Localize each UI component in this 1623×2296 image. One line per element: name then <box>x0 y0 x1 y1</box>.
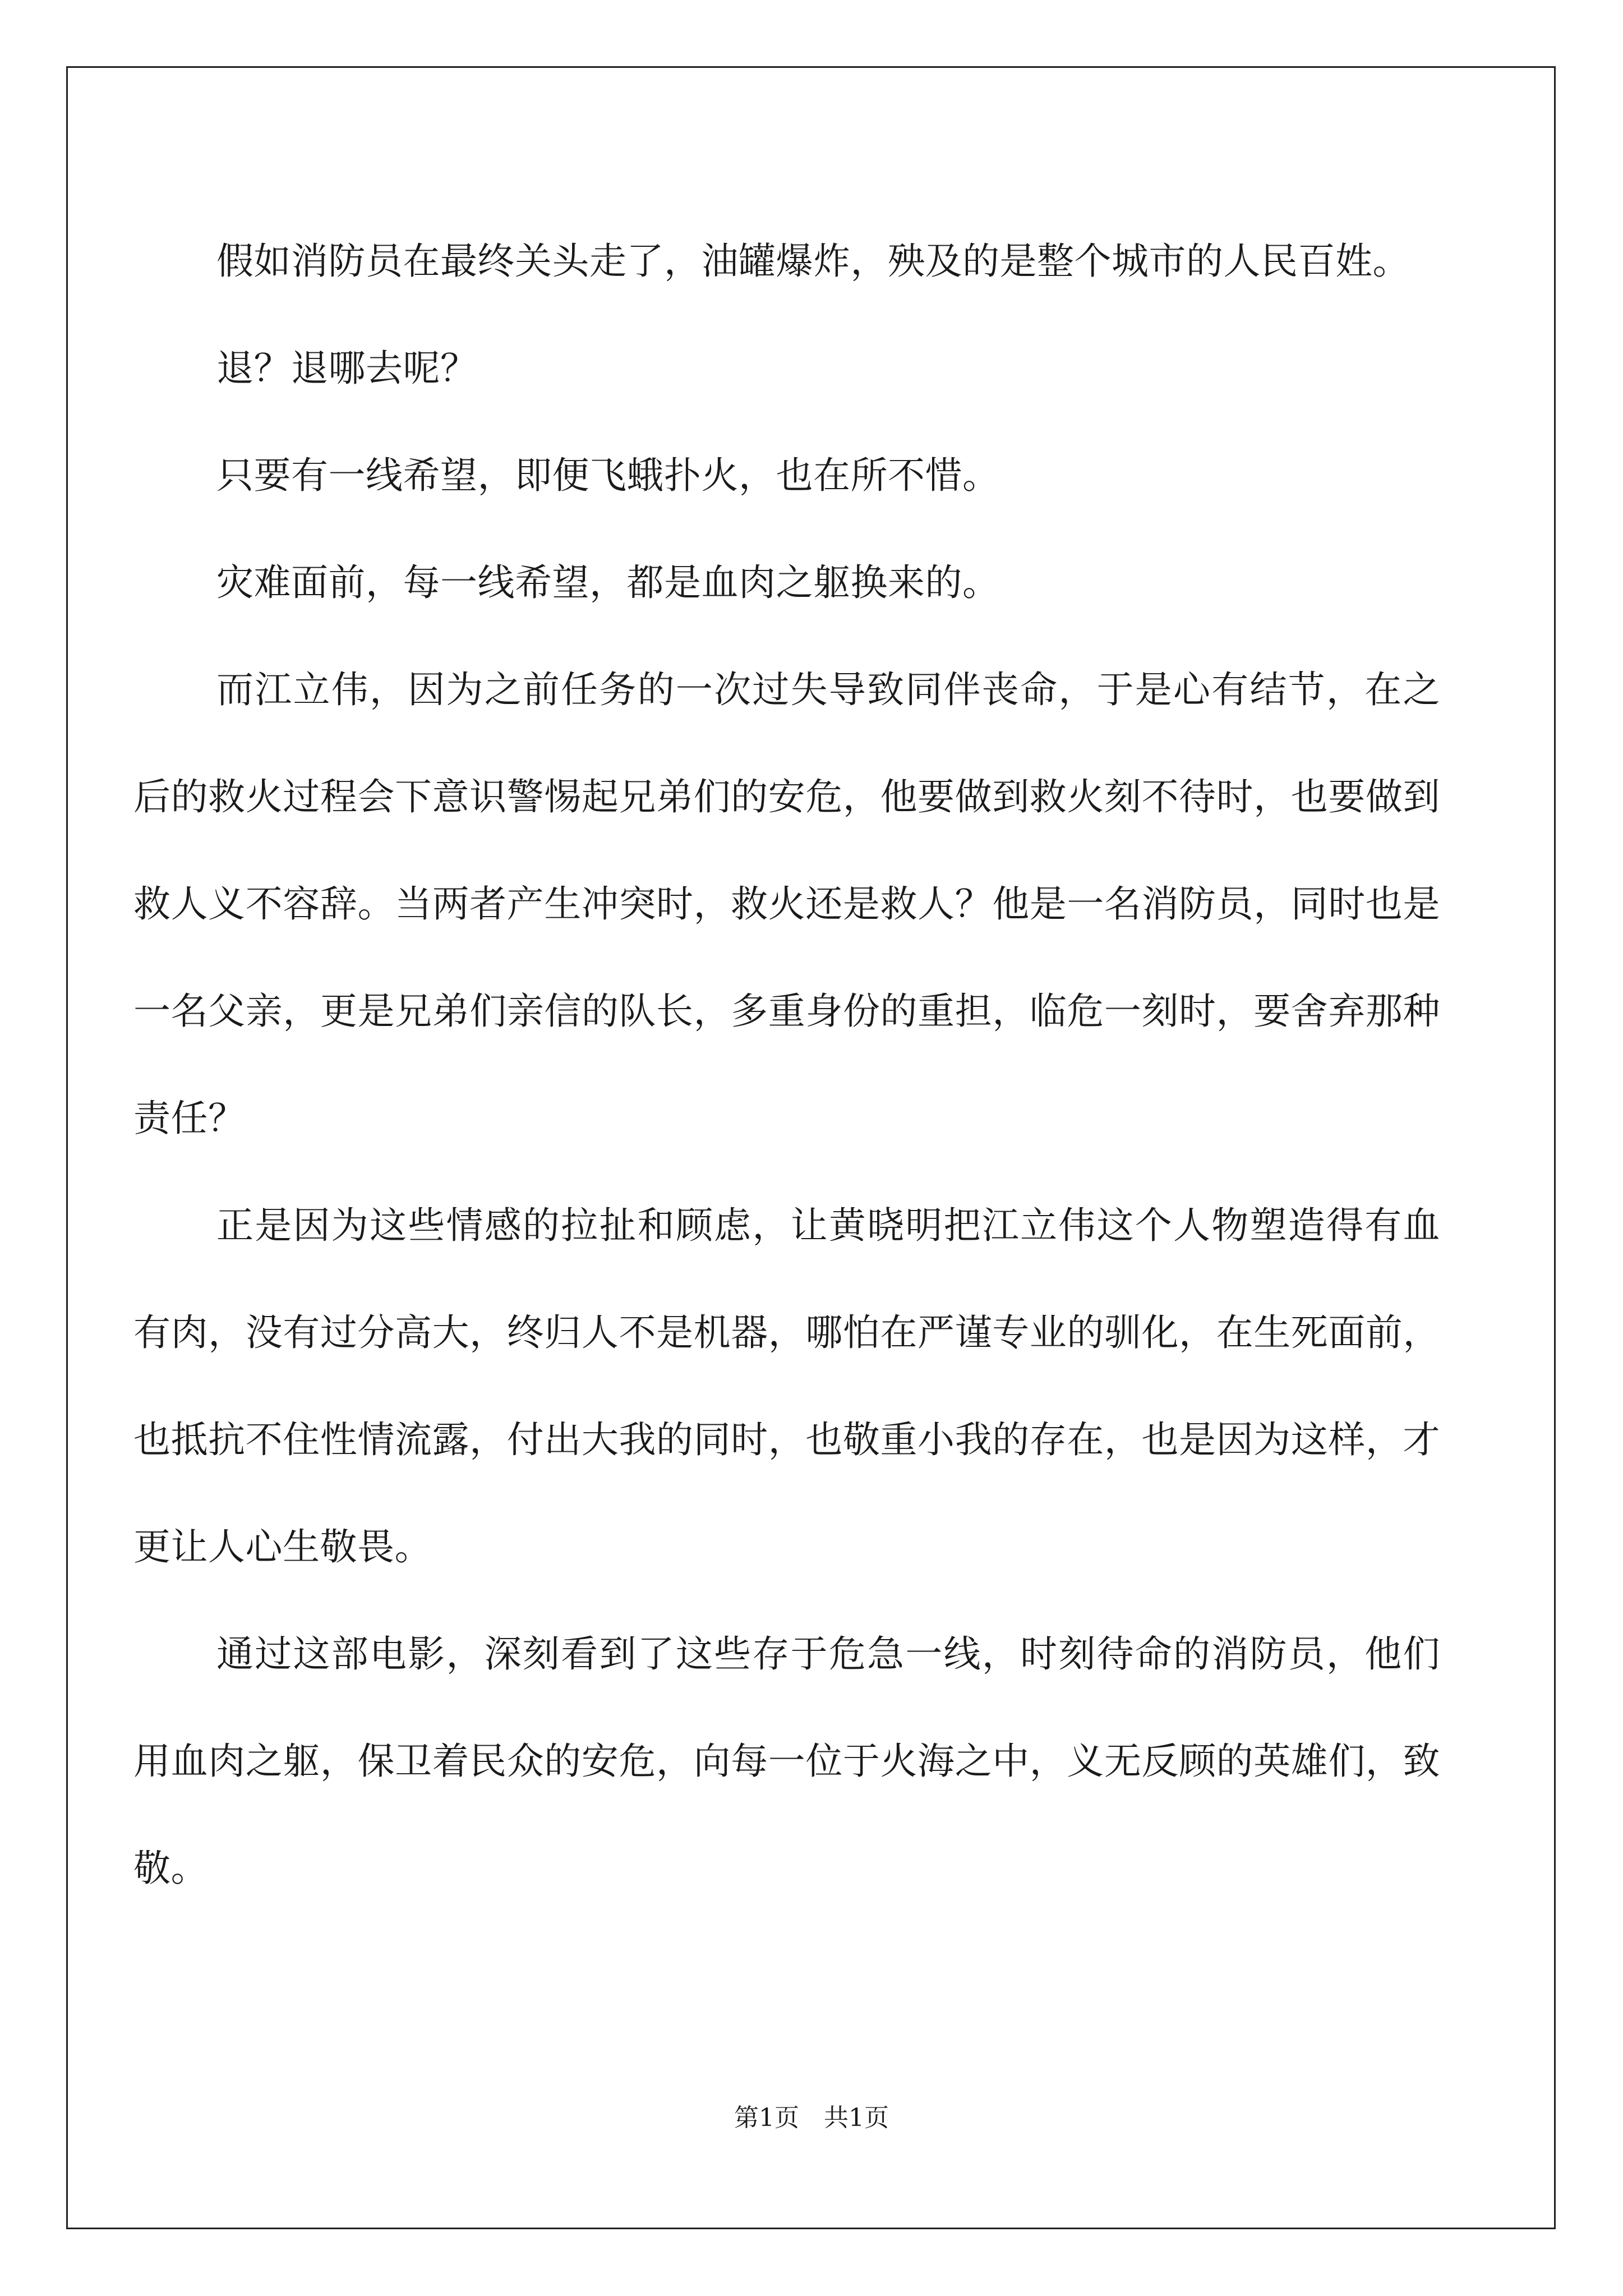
paragraph-1: 假如消防员在最终关头走了，油罐爆炸，殃及的是整个城市的人民百姓。 <box>216 240 1410 283</box>
paragraph-2: 退？退哪去呢？ <box>216 347 478 390</box>
paragraph-3: 只要有一线希望，即便飞蛾扑火，也在所不惜。 <box>216 454 1000 497</box>
paragraph-7: 通过这部电影，深刻看到了这些存于危急一线，时刻待命的消防员，他们用血肉之躯，保卫着民众的安危，向每一位于火海之中，义无反顾的英雄们，致敬。 <box>133 1632 1440 1890</box>
paragraph-5: 而江立伟，因为之前任务的一次过失导致同伴丧命，于是心有结节，在之后的救火过程会下意识警惕起兄弟们的安危，他要做到救火刻不待时，也要做到救人义不容辞。当两者产生冲突时，救火还是救人？他是一名消防员，同时也是一名父亲，更是兄弟们亲信的队长，多重身份的重担，临危一刻时，要舍弃那种责任？ <box>133 668 1440 1140</box>
paragraph-6: 正是因为这些情感的拉扯和顾虑，让黄晓明把江立伟这个人物塑造得有血有肉，没有过分高大，终归人不是机器，哪怕在严谨专业的驯化，在生死面前，也抵抗不住性情流露，付出大我的同时，也敬重小我的存在，也是因为这样，才更让人心生敬畏。 <box>133 1204 1440 1568</box>
paragraph-4: 灾难面前，每一线希望，都是血肉之躯换来的。 <box>216 561 1000 604</box>
document-body <box>133 208 1440 1922</box>
page-number-footer: 第1页 共1页 <box>734 2104 889 2132</box>
